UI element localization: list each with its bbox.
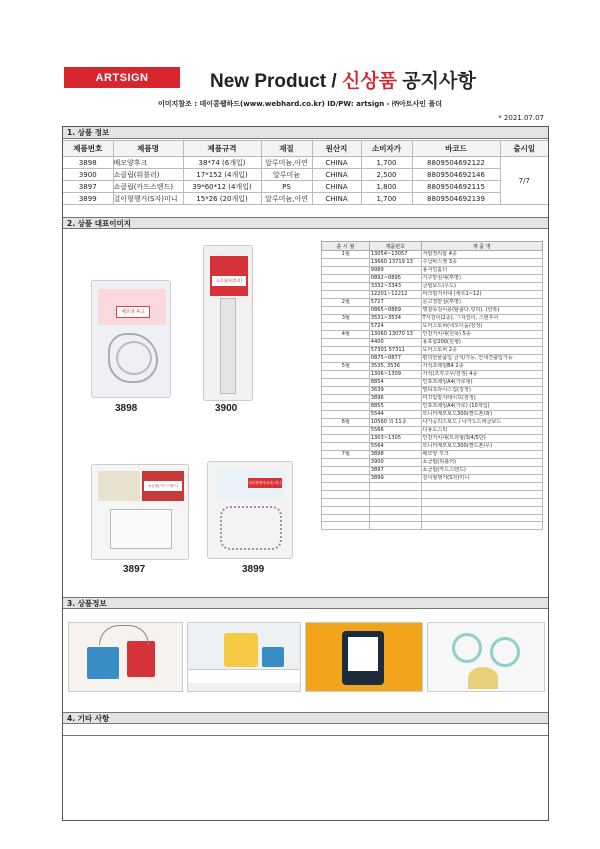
table-cell: 5월 <box>322 363 370 371</box>
table-cell: 마크릴거치대 (세트1~12) <box>421 291 542 299</box>
table-cell: 자석(조각고무/검정) 4종 <box>421 371 542 379</box>
table-cell: 배모양 후크 <box>421 451 542 459</box>
table-cell <box>421 483 542 491</box>
table-cell: 알루미늄 <box>261 169 312 181</box>
table-row <box>322 483 543 491</box>
table-cell <box>322 323 370 331</box>
table-cell: 인감거치대(트리형/3/4/5단) <box>421 435 542 443</box>
table-cell: 5727 <box>369 299 421 307</box>
table-cell <box>322 443 370 451</box>
table-cell <box>322 347 370 355</box>
table-cell <box>322 514 370 522</box>
divider <box>63 735 548 736</box>
section-header-product-detail: 3. 상품정보 <box>63 597 548 609</box>
col-header: 재질 <box>261 141 312 157</box>
col-header: 바코드 <box>412 141 500 157</box>
sale-card <box>98 471 140 501</box>
table-cell: 39*60*12 (4개입) <box>183 181 261 193</box>
table-cell <box>322 307 370 315</box>
table-cell: 8854 <box>369 379 421 387</box>
table-cell: 4400 <box>369 339 421 347</box>
table-row <box>63 193 548 205</box>
table-cell: 10560 외 11종 <box>369 419 421 427</box>
table-cell: 1,800 <box>361 181 412 193</box>
table-cell: 9989 <box>369 267 421 275</box>
table-cell: 13660 13719 13 <box>369 259 421 267</box>
col-header: 제품번호 <box>369 242 421 251</box>
table-cell: 8809504692146 <box>412 169 500 181</box>
table-cell: 3897 <box>63 181 113 193</box>
table-cell: CHINA <box>312 169 361 181</box>
table-cell <box>322 291 370 299</box>
table-row <box>322 514 543 522</box>
table-cell <box>322 387 370 395</box>
table-row <box>322 331 543 339</box>
table-cell <box>322 267 370 275</box>
table-cell <box>322 275 370 283</box>
table-cell: 서랍정리함 4종 <box>421 251 542 259</box>
table-cell: 1303~1305 <box>369 435 421 443</box>
table-cell: 3896 <box>369 395 421 403</box>
col-header: 출 시 월 <box>322 242 370 251</box>
image-source-note: 이미지참조 : 데이콤웹하드(www.webhard.co.kr) ID/PW: artsign - ㈜아트사인 폴더 <box>158 100 442 108</box>
table-cell: 3639 <box>369 387 421 395</box>
table-cell: 1,700 <box>361 193 412 205</box>
table-row <box>322 490 543 498</box>
usage-photo-card-stand <box>305 622 423 692</box>
col-header: 제품명 <box>113 141 183 157</box>
table-cell: 3899 <box>369 475 421 483</box>
section-header-other: 4. 기타 사항 <box>63 712 548 724</box>
product-code-3899: 3899 <box>242 564 265 575</box>
table-cell: 용포함200(원형) <box>421 339 542 347</box>
table-cell: 2월 <box>322 299 370 307</box>
table-cell: 3898 <box>369 451 421 459</box>
table-cell: 5566 <box>369 427 421 435</box>
table-cell: 수납바스켓 3종 <box>421 259 542 267</box>
table-cell: 8855 <box>369 403 421 411</box>
table-cell: 모니터메모보드300(핸드폰/우) <box>421 443 542 451</box>
table-cell: CHINA <box>312 193 361 205</box>
section-header-images: 2. 상품 대표이미지 <box>63 217 548 229</box>
table-cell: 인감거치대(원목) 5종 <box>421 331 542 339</box>
table-row <box>322 443 543 451</box>
table-row <box>322 355 543 363</box>
table-row <box>322 459 543 467</box>
table-cell <box>322 435 370 443</box>
table-row <box>322 363 543 371</box>
table-cell <box>421 522 542 530</box>
table-cell: 12201~12212 <box>369 291 421 299</box>
table-row <box>322 451 543 459</box>
table-row <box>322 339 543 347</box>
table-cell: 알루미늄,아연 <box>261 157 312 169</box>
table-row <box>322 291 543 299</box>
usage-photo-hooks <box>68 622 183 692</box>
table-cell: 0865~0869 <box>369 307 421 315</box>
table-cell <box>322 339 370 347</box>
title-new-product: 신상품 <box>341 71 398 92</box>
table-cell: 1306~1309 <box>369 371 421 379</box>
table-cell: 배모양후크 <box>113 157 183 169</box>
table-cell: 명찰목걸이용(탈출다.링리), (한복) <box>421 307 542 315</box>
product-code-3900: 3900 <box>215 403 238 414</box>
col-header: 제 품 명 <box>421 242 542 251</box>
table-cell: 38*74 (6개입) <box>183 157 261 169</box>
table-cell: 0892~0895 <box>369 275 421 283</box>
table-cell: 3535, 3536 <box>369 363 421 371</box>
issue-date: * 2021.07.07 <box>498 114 544 122</box>
table-cell: 3897 <box>369 467 421 475</box>
col-header: 원산지 <box>312 141 361 157</box>
table-cell <box>322 467 370 475</box>
table-cell: 쇼클립(워블러) <box>421 459 542 467</box>
table-row <box>322 419 543 427</box>
table-cell <box>369 514 421 522</box>
product-image-3899 <box>207 461 293 559</box>
pack-label: 쇼클립(카드스탠드) <box>144 481 182 491</box>
table-cell <box>322 283 370 291</box>
table-cell: 쇼클립(카드스탠드) <box>421 467 542 475</box>
table-cell <box>322 355 370 363</box>
product-code-3898: 3898 <box>115 403 138 414</box>
usage-photo-s-hanger <box>427 622 545 692</box>
table-row <box>322 371 543 379</box>
table-cell: 3월 <box>322 315 370 323</box>
table-cell: 쇼클립(카드스탠드) <box>113 181 183 193</box>
table-row <box>63 169 548 181</box>
table-cell <box>322 427 370 435</box>
table-cell: 인포프레임A4(가로) (10개입) <box>421 403 542 411</box>
release-history-table <box>321 241 543 530</box>
table-cell: 0875~0877 <box>369 355 421 363</box>
col-header: 출시일 <box>500 141 548 157</box>
release-date: 7/7 <box>500 157 548 205</box>
table-cell: 8809504692115 <box>412 181 500 193</box>
table-row <box>322 267 543 275</box>
table-row <box>322 403 543 411</box>
s-hooks <box>220 506 282 550</box>
col-header: 제품규격 <box>183 141 261 157</box>
product-info-table <box>63 140 548 205</box>
table-cell: 6월 <box>322 419 370 427</box>
table-cell: 8809504692139 <box>412 193 500 205</box>
table-cell <box>421 514 542 522</box>
table-cell <box>322 490 370 498</box>
table-row <box>322 323 543 331</box>
table-cell <box>369 490 421 498</box>
table-cell: 17*152 (4개입) <box>183 169 261 181</box>
table-cell: 8809504692122 <box>412 157 500 169</box>
table-cell <box>369 483 421 491</box>
table-cell <box>322 522 370 530</box>
table-row <box>322 522 543 530</box>
table-cell: 걸이형행거(S자)미니 <box>421 475 542 483</box>
table-cell: 나가공리스보드 / 나가노드써클보드 <box>421 419 542 427</box>
table-cell <box>322 395 370 403</box>
table-cell <box>322 498 370 506</box>
table-cell <box>421 498 542 506</box>
table-cell: 2,500 <box>361 169 412 181</box>
section-header-product-info: 1. 상품 정보 <box>63 127 548 139</box>
table-row <box>322 475 543 483</box>
col-header: 소비자가 <box>361 141 412 157</box>
table-cell <box>322 379 370 387</box>
table-cell: 다용도스틱 <box>421 427 542 435</box>
table-cell <box>322 475 370 483</box>
table-cell: 3332~3343 <box>369 283 421 291</box>
table-cell: 모니터메모보드300(핸드폰/좌) <box>421 411 542 419</box>
title-english: New Product / <box>210 71 342 92</box>
artsign-logo: ARTSIGN <box>64 67 180 88</box>
product-code-3897: 3897 <box>123 564 146 575</box>
page-title <box>210 66 476 93</box>
table-cell <box>322 371 370 379</box>
table-cell <box>369 522 421 530</box>
table-cell <box>322 459 370 467</box>
table-cell <box>421 490 542 498</box>
col-header: 제품번호 <box>63 141 113 157</box>
table-cell: 멀티프라이스집(검정) <box>421 387 542 395</box>
table-cell <box>322 506 370 514</box>
table-row <box>322 299 543 307</box>
table-row <box>322 427 543 435</box>
table-cell: 3900 <box>369 459 421 467</box>
title-notice: 공지사항 <box>397 71 476 92</box>
product-image-3898 <box>91 280 171 398</box>
table-row <box>322 251 543 259</box>
table-cell: CHINA <box>312 157 361 169</box>
table-cell: 인포프레임A4(가로형) <box>421 379 542 387</box>
table-row <box>63 181 548 193</box>
table-cell: CHINA <box>312 181 361 193</box>
table-cell <box>322 403 370 411</box>
table-row <box>322 506 543 514</box>
table-cell: 클립보드(우드) <box>421 283 542 291</box>
table-cell: 편리한물품입 금지/가능, 안내견출입가능 <box>421 355 542 363</box>
table-cell: 13060 13070 13 <box>369 331 421 339</box>
table-cell <box>369 498 421 506</box>
table-cell: 5564 <box>369 443 421 451</box>
table-row <box>322 395 543 403</box>
table-cell <box>421 506 542 514</box>
table-cell: 3899 <box>63 193 113 205</box>
table-cell: 15*26 (20개입) <box>183 193 261 205</box>
table-cell: 문고정받침(투명) <box>421 299 542 307</box>
table-row <box>322 259 543 267</box>
table-row <box>322 347 543 355</box>
clip-strip <box>220 298 236 394</box>
clip-stand <box>110 509 172 549</box>
table-row <box>322 498 543 506</box>
table-cell: T자걸이(2종), ㄱ자걸이, 스탠후이 <box>421 315 542 323</box>
table-cell: 3531~3534 <box>369 315 421 323</box>
table-row <box>322 283 543 291</box>
table-cell <box>322 411 370 419</box>
table-cell: 4월 <box>322 331 370 339</box>
product-image-3897 <box>91 464 189 560</box>
pack-label: 배모양 후크 <box>116 306 150 318</box>
table-row <box>322 435 543 443</box>
usage-photo-wobbler <box>187 622 301 692</box>
table-row <box>322 411 543 419</box>
table-cell: 13054~13057 <box>369 251 421 259</box>
hook-wire-inner <box>116 341 152 375</box>
table-row <box>322 315 543 323</box>
table-cell: 1,700 <box>361 157 412 169</box>
table-row <box>322 275 543 283</box>
table-cell: 쇼클립(워블러) <box>113 169 183 181</box>
table-cell <box>322 259 370 267</box>
table-cell: 알루미늄,아연 <box>261 193 312 205</box>
table-cell: 3898 <box>63 157 113 169</box>
table-cell: 7월 <box>322 451 370 459</box>
table-cell: 걸이형행거(S자)미니 <box>113 193 183 205</box>
table-cell: 가구받침대(투명) <box>421 275 542 283</box>
table-cell: 용서인홀더 <box>421 267 542 275</box>
table-cell: 5544 <box>369 411 421 419</box>
table-row <box>322 467 543 475</box>
table-cell <box>322 483 370 491</box>
table-cell: 5724 <box>369 323 421 331</box>
pack-label: 걸이형행거(S자) 미니 <box>248 478 282 488</box>
table-row <box>322 387 543 395</box>
table-cell: 57301 57311 <box>369 347 421 355</box>
table-cell <box>369 506 421 514</box>
table-row <box>322 379 543 387</box>
table-cell: 1월 <box>322 251 370 259</box>
table-cell: 자석프레임B4 2종 <box>421 363 542 371</box>
table-cell: PS <box>261 181 312 193</box>
document-frame <box>62 126 549 821</box>
table-row <box>322 307 543 315</box>
table-cell: 미끄럼방지테이프(검정) <box>421 395 542 403</box>
table-cell: 도어스토퍼 2종 <box>421 347 542 355</box>
product-image-3900 <box>203 245 253 401</box>
table-row <box>63 157 548 169</box>
table-cell: 3900 <box>63 169 113 181</box>
pack-label: 쇼클립(워블러) <box>212 276 246 286</box>
table-cell: 도어스토퍼(네오디움/검정) <box>421 323 542 331</box>
